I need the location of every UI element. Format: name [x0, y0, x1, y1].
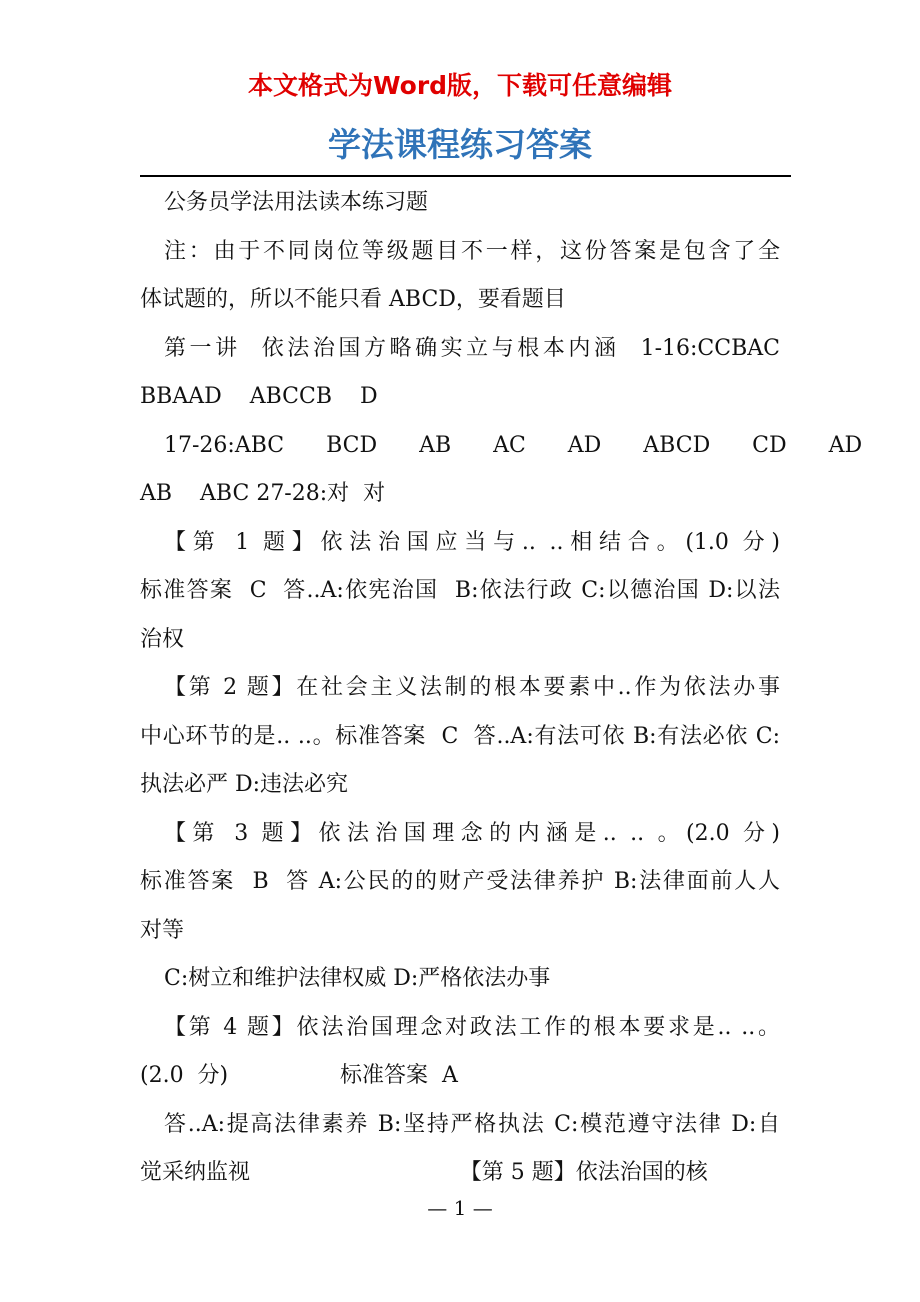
body-line: 标准答案 C 答..A:依宪治国 B:依法行政 C:以德治国 D:以法: [140, 578, 780, 603]
body-line: (2.0 分) 标准答案 A: [140, 1063, 458, 1088]
body-line: 注：由于不同岗位等级题目不一样，这份答案是包含了全: [164, 238, 780, 264]
body-line: 对等: [140, 917, 185, 943]
body-line: 治权: [140, 626, 185, 652]
body-line: 第一讲 依法治国方略确实立与根本内涵 1-16:CCBAC: [164, 335, 780, 361]
body-line: 中心环节的是.. ..。标准答案 C 答..A:有法可依 B:有法必依 C:: [140, 723, 780, 749]
page-number: — 1 —: [427, 1196, 493, 1220]
body-line: 觉采纳监视 【第 5 题】依法治国的核: [140, 1160, 708, 1185]
body-line: 【第 1 题】依法治国应当与.. ..相结合。(1.0 分): [164, 529, 780, 555]
body-line: 标准答案 B 答 A:公民的的财产受法律养护 B:法律面前人人: [140, 869, 780, 894]
body-line: 公务员学法用法读本练习题: [164, 190, 429, 215]
body-line: 【第 2 题】在社会主义法制的根本要素中..作为依法办事: [164, 675, 780, 700]
body-line: 答..A:提高法律素养 B:坚持严格执法 C:模范遵守法律 D:自: [164, 1111, 780, 1137]
body-line: 【第 4 题】依法治国理念对政法工作的根本要求是.. ..。: [164, 1014, 780, 1040]
body-line: 执法必严 D:违法必究: [140, 772, 349, 797]
document-body: [140, 179, 863, 1198]
body-line: C:树立和维护法律权威 D:严格依法办事: [164, 966, 551, 991]
document-title: 学法课程练习答案: [328, 125, 592, 164]
body-line: AB ABC 27-28:对 对: [140, 481, 386, 506]
body-line: 17-26:ABC BCD AB AC AD ABCD CD AD: [164, 432, 863, 458]
body-line: BBAAD ABCCB D: [140, 384, 378, 409]
title-divider: [140, 175, 791, 177]
body-line: 体试题的，所以不能只看 ABCD，要看题目: [140, 287, 566, 312]
body-line: 【第 3 题】依法治国理念的内涵是.. .. 。(2.0 分): [164, 820, 780, 846]
download-notice-banner: 本文格式为Word版，下载可任意编辑: [247, 71, 673, 100]
